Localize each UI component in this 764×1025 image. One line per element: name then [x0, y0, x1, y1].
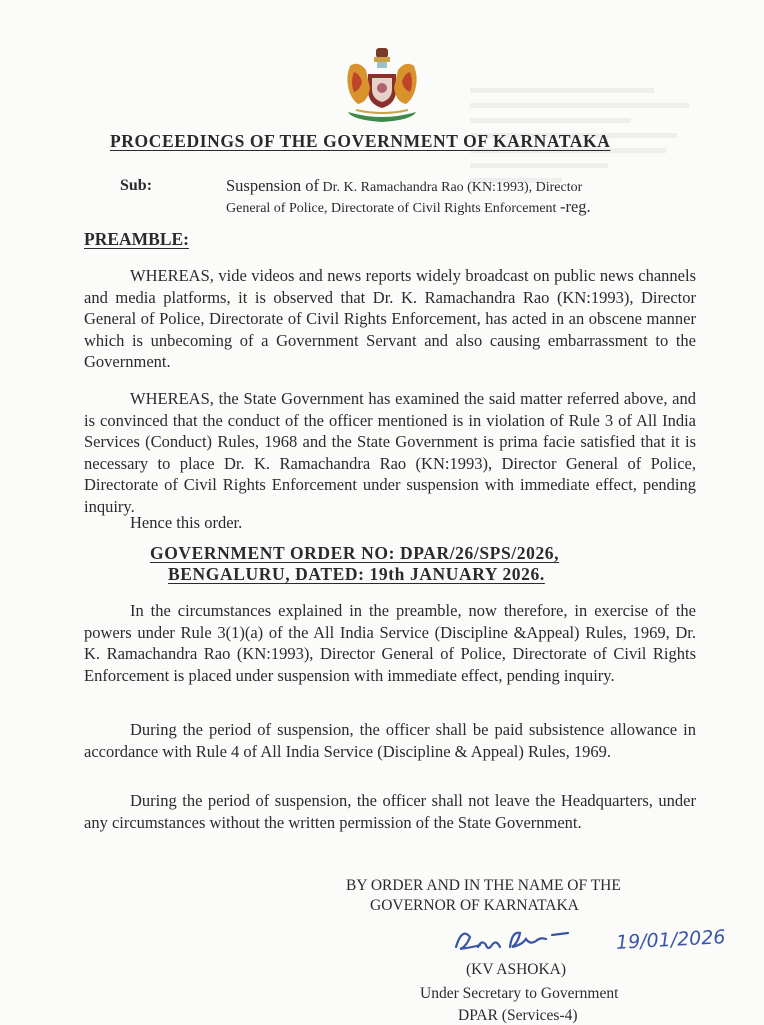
order-date: BENGALURU, DATED: 19th JANUARY 2026. — [168, 564, 545, 584]
order-paragraph: In the circumstances explained in the preamble, now therefore, in exercise of the powers under Rule 3(1)(a) of the All India Service (Discipline &Appeal) Rules, 1969, Dr. K. Ramachandra Rao (KN:1993), Director General of Police, Directorate of Civil Rights Enforcement is placed under suspension with immediate effect, pending inquiry. — [84, 601, 696, 685]
by-order-line: BY ORDER AND IN THE NAME OF THE — [346, 877, 621, 894]
document-title: PROCEEDINGS OF THE GOVERNMENT OF KARNATAKA — [110, 131, 611, 151]
handwritten-date: 19/01/2026 — [615, 926, 727, 954]
subject-line-1: Dr. K. Ramachandra Rao (KN:1993), Director — [322, 180, 583, 195]
order-paragraph: During the period of suspension, the officer shall be paid subsistence allowance in accordance with Rule 4 of All India Service (Discipline & Appeal) Rules, 1969. — [84, 720, 696, 761]
signatory-department: DPAR (Services-4) — [458, 1007, 578, 1024]
subject-text — [226, 176, 696, 218]
preamble-paragraph: WHEREAS, vide videos and news reports widely broadcast on public news channels and media platforms, it is observed that Dr. K. Ramachandra Rao (KN:1993), Director General of Police, Directorate of Civil Rights Enforcement, has acted in an obscene manner which is unbecoming of a Government Servant and also causing embarrassment to the Government. — [84, 266, 696, 372]
signatory-designation: Under Secretary to Government — [420, 985, 619, 1002]
governor-line: GOVERNOR OF KARNATAKA — [370, 897, 579, 914]
signatory-name: (KV ASHOKA) — [466, 961, 567, 978]
subject-line-2: General of Police, Directorate of Civil Rights Enforcement — [226, 201, 557, 216]
preamble-paragraph: WHEREAS, the State Government has examined the said matter referred above, and is convinced that the conduct of the officer mentioned is in violation of Rule 3 of All India Services (Conduct) Rules, 1968 and the State Government is prima facie satisfied that it is necessary to place Dr. K. Ramachandra Rao (KN:1993), Director General of Police, Directorate of Civil Rights Enforcement under suspension with immediate effect, pending inquiry. — [84, 389, 696, 516]
subject-label: Sub: — [120, 177, 153, 194]
subject-suffix: -reg. — [559, 197, 591, 216]
hence-this-order: Hence this order. — [130, 513, 243, 532]
order-paragraph: During the period of suspension, the officer shall not leave the Headquarters, under any circumstances without the written permission of the State Government. — [84, 791, 696, 832]
karnataka-emblem-icon — [338, 46, 426, 126]
preamble-heading: PREAMBLE: — [84, 229, 189, 249]
bleed-through-text — [470, 78, 700, 258]
subject-lead: Suspension of — [226, 176, 320, 195]
order-number: GOVERNMENT ORDER NO: DPAR/26/SPS/2026, — [150, 543, 560, 563]
